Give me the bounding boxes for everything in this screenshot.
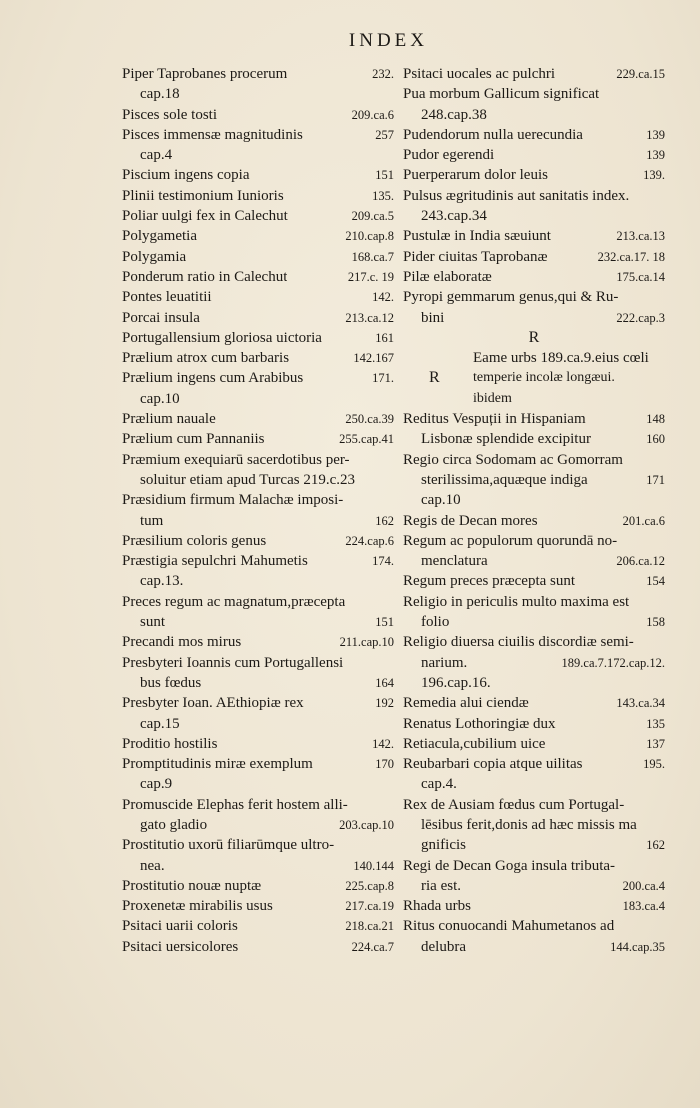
entry-text: Pulsus ægritudinis aut sanitatis index. — [403, 187, 630, 204]
index-entry — [122, 835, 394, 855]
entry-text: Promuscide Elephas ferit hostem alli- — [122, 796, 348, 813]
entry-text: Regi de Decan Goga insula tributa- — [403, 857, 616, 874]
index-entry — [403, 429, 665, 449]
entry-text: Pontes leuatitii — [122, 289, 212, 306]
index-entry — [122, 287, 394, 307]
r-entry-line: ibidem — [473, 390, 512, 406]
drop-capital: R — [429, 369, 440, 387]
entry-text: Rhada urbs — [403, 898, 471, 915]
entry-text: Poliar uulgi fex in Calechut — [122, 208, 288, 225]
entry-continuation — [403, 612, 665, 632]
entry-text: nea. — [140, 857, 165, 874]
index-entry — [403, 64, 665, 84]
entry-text: sterilissima,aquæque indiga — [421, 471, 588, 488]
index-entry — [122, 328, 394, 348]
entry-text: Piscium ingens copia — [122, 167, 250, 184]
index-entry — [122, 795, 394, 815]
entry-reference: 213.ca.12 — [345, 310, 394, 325]
entry-text: Precandi mos mirus — [122, 634, 242, 651]
entry-reference: 225.cap.8 — [345, 878, 394, 893]
index-entry — [403, 450, 665, 470]
entry-continuation: cap.9 — [140, 776, 173, 793]
index-entry — [403, 511, 665, 531]
entry-text: sunt — [140, 614, 166, 631]
index-entry — [403, 165, 665, 185]
entry-continuation: 248.cap.38 — [421, 106, 487, 123]
entry-text: Ponderum ratio in Calechut — [122, 268, 288, 285]
entry-continuation: cap.4 — [140, 147, 173, 164]
entry-text: Pisces immensæ magnitudinis — [122, 126, 303, 143]
entry-continuation — [122, 815, 394, 835]
entry-reference: 143.ca.34 — [616, 696, 665, 711]
entry-text: Regum ac populorum quorundā no- — [403, 532, 618, 549]
entry-text: Porcai insula — [122, 309, 200, 326]
entry-continuation: cap.13. — [140, 573, 184, 590]
index-entry — [403, 592, 665, 612]
index-column-right — [403, 64, 665, 957]
entry-continuation: cap.4. — [421, 776, 457, 793]
entry-text: Prostitutio nouæ nuptæ — [122, 877, 262, 894]
entry-reference: 257 — [375, 127, 394, 142]
entry-reference: 139. — [643, 168, 665, 183]
entry-continuation: 196.cap.16. — [421, 674, 491, 691]
entry-reference: 140.144 — [353, 858, 394, 873]
index-column-left — [122, 64, 394, 957]
entry-continuation — [122, 673, 394, 693]
index-entry — [122, 450, 394, 470]
entry-text: Prælium atrox cum barbaris — [122, 350, 290, 367]
entry-reference: 222.cap.3 — [616, 310, 665, 325]
entry-text: Pua morbum Gallicum significat — [403, 86, 600, 103]
entry-reference: 203.cap.10 — [339, 817, 394, 832]
index-entry — [403, 693, 665, 713]
index-entry — [122, 368, 394, 388]
entry-text: Polygametia — [122, 228, 197, 245]
entry-reference: 183.ca.4 — [622, 899, 665, 914]
index-entry — [122, 64, 394, 84]
entry-reference: 175.ca.14 — [616, 269, 665, 284]
entry-reference: 174. — [372, 554, 394, 569]
index-entry — [122, 653, 394, 673]
index-entry — [403, 145, 665, 165]
entry-text: Præmium exequiarū sacerdotibus per- — [122, 451, 350, 468]
entry-text: gnificis — [421, 837, 466, 854]
entry-text: Pudor egerendi — [403, 147, 495, 164]
entry-reference: 209.ca.5 — [351, 209, 394, 224]
index-entry — [122, 409, 394, 429]
index-entry — [403, 226, 665, 246]
entry-reference: 232. — [372, 67, 394, 81]
entry-text: Prælium ingens cum Arabibus — [122, 370, 304, 387]
entry-text: menclatura — [421, 553, 488, 570]
entry-reference: 144.cap.35 — [610, 939, 665, 954]
index-entry — [122, 125, 394, 145]
entry-reference: 151 — [375, 615, 394, 630]
section-letter: R — [528, 328, 540, 346]
entry-text: Renatus Lothoringiæ dux — [403, 715, 556, 732]
entry-text: Remedia alui ciendæ — [403, 695, 529, 712]
entry-text: Præsilium coloris genus — [122, 532, 267, 549]
entry-text: Presbyteri Ioannis cum Portugallensi — [122, 654, 344, 671]
entry-text: Presbyter Ioan. AEthiopiæ rex — [122, 695, 304, 712]
entry-reference: 210.cap.8 — [345, 229, 394, 244]
index-entry — [122, 247, 394, 267]
index-entry — [122, 308, 394, 328]
entry-reference: 162 — [646, 838, 665, 853]
entry-text: Portugallensium gloriosa uictoria — [122, 329, 322, 346]
index-entry — [122, 754, 394, 774]
entry-text: Retiacula,cubilium uice — [403, 735, 546, 752]
index-entry — [403, 247, 665, 267]
entry-text: Proditio hostilis — [122, 735, 218, 752]
entry-text: gato gladio — [140, 816, 208, 833]
entry-text: Regio circa Sodomam ac Gomorram — [403, 451, 623, 468]
entry-text: Prostitutio uxorū filiarūmque ultro- — [122, 837, 335, 854]
entry-reference: 168.ca.7 — [351, 249, 394, 264]
entry-text: folio — [421, 614, 450, 631]
index-entry — [122, 429, 394, 449]
entry-reference: 171 — [646, 472, 665, 487]
index-entry — [122, 531, 394, 551]
r-entry-line: temperie incolæ longæui. — [473, 370, 615, 386]
running-header: INDEX — [348, 30, 428, 51]
entry-reference: 139 — [646, 127, 665, 142]
index-entry — [122, 186, 394, 206]
entry-reference: 200.ca.4 — [622, 878, 665, 893]
entry-reference: 209.ca.6 — [351, 107, 394, 122]
entry-text: bini — [421, 309, 445, 326]
entry-text: delubra — [421, 938, 466, 955]
entry-text: Pustulæ in India sæuiunt — [403, 228, 551, 245]
entry-reference: 158 — [646, 615, 665, 630]
entry-continuation — [122, 511, 394, 531]
entry-text: bus fœdus — [140, 674, 202, 691]
entry-text: ria est. — [421, 877, 461, 894]
index-entry — [403, 186, 665, 206]
index-entry — [403, 571, 665, 591]
entry-reference: 255.cap.41 — [339, 432, 394, 447]
entry-reference: 139 — [646, 148, 665, 163]
entry-reference: 151 — [375, 168, 394, 183]
entry-reference: 148 — [646, 412, 665, 427]
entry-reference: 224.ca.7 — [351, 939, 394, 954]
entry-text: Regum preces præcepta sunt — [403, 573, 576, 590]
entry-text: Religio in periculis multo maxima est — [403, 593, 630, 610]
index-entry — [403, 125, 665, 145]
entry-continuation: cap.15 — [140, 715, 180, 732]
index-entry — [403, 754, 665, 774]
entry-text: Piper Taprobanes procerum — [122, 66, 288, 82]
entry-continuation: cap.10 — [140, 390, 180, 407]
entry-text: Pider ciuitas Taprobanæ — [403, 248, 548, 265]
index-entry — [403, 896, 665, 916]
entry-continuation — [403, 653, 665, 673]
entry-text: Psitaci uersicolores — [122, 938, 239, 955]
index-entry — [122, 490, 394, 510]
entry-reference: 137 — [646, 736, 665, 751]
index-entry — [122, 876, 394, 896]
entry-text: Promptitudinis miræ exemplum — [122, 756, 313, 773]
entry-reference: 142. — [372, 736, 394, 751]
entry-text: Pisces sole tosti — [122, 106, 218, 123]
index-entry — [403, 632, 665, 652]
entry-reference: 211.cap.10 — [339, 635, 394, 650]
index-entry — [403, 470, 665, 490]
entry-text: Præstigia sepulchri Mahumetis — [122, 553, 308, 570]
entry-continuation — [403, 835, 665, 855]
entry-text: Plinii testimonium Iunioris — [122, 187, 284, 204]
index-entry — [122, 592, 394, 612]
entry-reference: 170 — [375, 757, 394, 772]
index-entry — [122, 348, 394, 368]
entry-text: Prælium cum Pannaniis — [122, 431, 265, 448]
index-entry — [403, 409, 665, 429]
entry-reference: 250.ca.39 — [345, 412, 394, 427]
index-entry — [122, 226, 394, 246]
entry-continuation — [122, 856, 394, 876]
entry-text: narium. — [421, 654, 468, 671]
index-entry — [122, 105, 394, 125]
index-entry — [403, 795, 665, 815]
entry-text: Regis de Decan mores — [403, 512, 538, 529]
entry-reference: 217.ca.19 — [345, 899, 394, 914]
entry-reference: 195. — [643, 757, 665, 772]
entry-reference: 232.ca.17. 18 — [597, 249, 665, 264]
entry-reference: 217.c. 19 — [347, 269, 394, 284]
entry-text: Psitaci uocales ac pulchri — [403, 66, 556, 82]
index-entry — [403, 287, 665, 307]
entry-text: Puerperarum dolor leuis — [403, 167, 548, 184]
index-entry — [403, 531, 665, 551]
entry-reference: 201.ca.6 — [622, 513, 665, 528]
entry-reference: 218.ca.21 — [345, 919, 394, 934]
entry-text: Lisbonæ splendide excipitur — [421, 431, 591, 448]
entry-reference: 224.cap.6 — [345, 533, 394, 548]
entry-reference: 161 — [375, 330, 394, 345]
entry-reference: 160 — [646, 432, 665, 447]
index-entry — [403, 916, 665, 936]
index-entry — [122, 896, 394, 916]
index-entry — [403, 856, 665, 876]
index-entry — [403, 714, 665, 734]
entry-text: Reubarbari copia atque uilitas — [403, 756, 583, 773]
entry-reference: 171. — [372, 371, 394, 386]
entry-reference: 229.ca.15 — [616, 67, 665, 81]
entry-text: Psitaci uarii coloris — [122, 918, 238, 935]
entry-text: Rex de Ausiam fœdus cum Portugal- — [403, 796, 625, 813]
entry-continuation — [122, 612, 394, 632]
entry-continuation: cap.10 — [421, 492, 461, 509]
entry-text: tum — [140, 512, 164, 529]
index-entry — [122, 267, 394, 287]
r-initial-entry — [403, 348, 665, 409]
index-entry — [403, 734, 665, 754]
index-entry — [122, 206, 394, 226]
entry-reference: 135 — [646, 716, 665, 731]
entry-text: Polygamia — [122, 248, 187, 265]
entry-reference: 135. — [372, 188, 394, 203]
entry-reference: 213.ca.13 — [616, 229, 665, 244]
index-entry — [122, 734, 394, 754]
entry-reference: 189.ca.7.172.cap.12. — [561, 655, 665, 670]
entry-text: Ritus conuocandi Mahumetanos ad — [403, 918, 615, 935]
entry-continuation — [403, 876, 665, 896]
index-entry — [122, 632, 394, 652]
entry-continuation — [403, 551, 665, 571]
r-entry-line: Eame urbs 189.ca.9.eius cœli — [473, 350, 649, 367]
entry-continuation: lēsibus ferit,donis ad hæc missis ma — [421, 816, 637, 833]
index-entry — [122, 693, 394, 713]
entry-text: Prælium nauale — [122, 411, 216, 428]
index-entry — [403, 84, 665, 104]
entry-text: Pyropi gemmarum genus,qui & Ru- — [403, 289, 619, 306]
entry-text: Præsidium firmum Malachæ imposi- — [122, 492, 344, 509]
entry-reference: 142. — [372, 290, 394, 305]
entry-text: Religio diuersa ciuilis discordiæ semi- — [403, 634, 634, 651]
entry-reference: 206.ca.12 — [616, 554, 665, 569]
entry-text: Pilæ elaboratæ — [403, 268, 492, 285]
entry-reference: 162 — [375, 513, 394, 528]
entry-reference: 192 — [375, 696, 394, 711]
entry-reference: 154 — [646, 574, 665, 589]
entry-continuation — [403, 937, 665, 957]
entry-text: Pudendorum nulla uerecundia — [403, 126, 583, 143]
entry-reference: 164 — [375, 675, 394, 690]
index-entry — [403, 267, 665, 287]
entry-text: Reditus Vespuții in Hispaniam — [403, 411, 586, 428]
entry-text: Proxenetæ mirabilis usus — [122, 898, 273, 915]
entry-continuation: 243.cap.34 — [421, 208, 487, 225]
index-entry — [122, 165, 394, 185]
entry-continuation — [403, 308, 665, 328]
entry-text: Preces regum ac magnatum,præcepta — [122, 593, 346, 610]
entry-continuation: cap.18 — [140, 86, 180, 103]
entry-continuation: soluitur etiam apud Turcas 219.c.23 — [140, 471, 355, 488]
index-entry — [122, 937, 394, 957]
index-entry — [122, 916, 394, 936]
index-entry — [122, 551, 394, 571]
entry-reference: 142.167 — [353, 351, 394, 366]
